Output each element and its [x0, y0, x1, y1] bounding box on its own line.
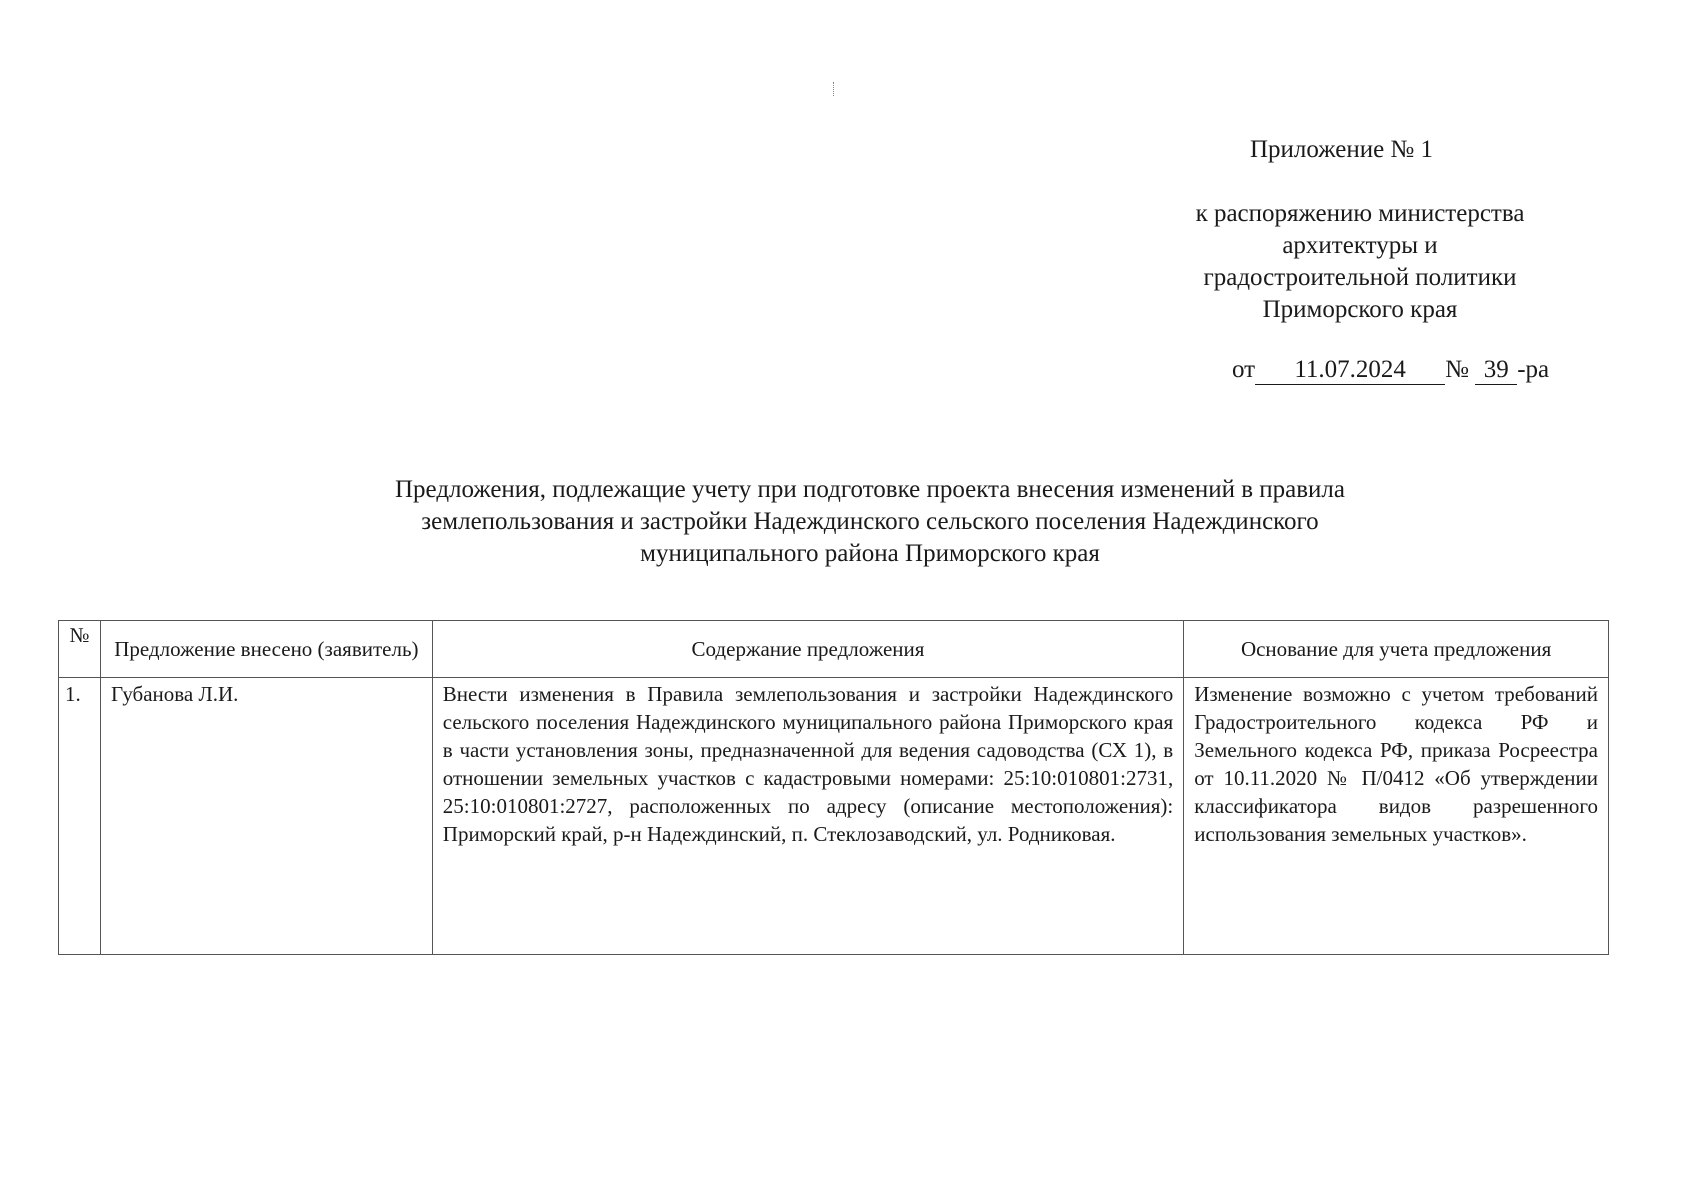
order-date-number: [1232, 356, 1549, 385]
header-basis: Основание для учета предложения: [1184, 621, 1609, 678]
appendix-line: к распоряжению министерства: [1195, 200, 1525, 227]
title-line: Предложения, подлежащие учету при подготовке проекта внесения изменений в правила: [395, 476, 1345, 503]
order-date: 11.07.2024: [1255, 356, 1445, 385]
appendix-line: градостроительной политики: [1203, 264, 1517, 291]
header-content: Содержание предложения: [432, 621, 1183, 678]
row-number: 1.: [59, 678, 101, 955]
appendix-title: Приложение № 1: [1250, 136, 1434, 163]
row-applicant: Губанова Л.И.: [100, 678, 432, 955]
row-content: Внести изменения в Правила землепользования и застройки Надеждинского сельского поселения Надеждинского муниципального района Приморского края в части установления зоны, предназначенной для ведения садоводства (СХ 1), в отношении земельных участков с кадастровыми номерами: 25:10:010801:2731, 25:10:010801:2727, расположенных по адресу (описание местоположения): Приморский край, р-н Надеждинский, п. Стеклозаводский, ул. Родниковая.: [432, 678, 1183, 955]
table-row: [59, 678, 1609, 955]
title-line: землепользования и застройки Надеждинского сельского поселения Надеждинского: [421, 508, 1319, 535]
from-label: от: [1232, 356, 1256, 383]
title-line: муниципального района Приморского края: [640, 540, 1100, 567]
appendix-line: архитектуры и: [1282, 232, 1438, 259]
table-header-row: [59, 621, 1609, 678]
scan-mark: [833, 82, 836, 96]
appendix-line: Приморского края: [1262, 296, 1458, 323]
document-title: [270, 474, 1470, 570]
header-applicant: Предложение внесено (заявитель): [100, 621, 432, 678]
row-basis: Изменение возможно с учетом требований Градостроительного кодекса РФ и Земельного кодекса РФ, приказа Росреестра от 10.11.2020 № П/0412 «Об утверждении классификатора видов разрешенного использования земельных участков».: [1184, 678, 1609, 955]
order-number: 39: [1475, 356, 1517, 385]
appendix-reference: [1170, 198, 1550, 326]
proposals-table: [58, 620, 1609, 955]
number-label: №: [1445, 356, 1469, 383]
number-suffix: -ра: [1517, 356, 1550, 383]
header-number: №: [59, 621, 101, 678]
